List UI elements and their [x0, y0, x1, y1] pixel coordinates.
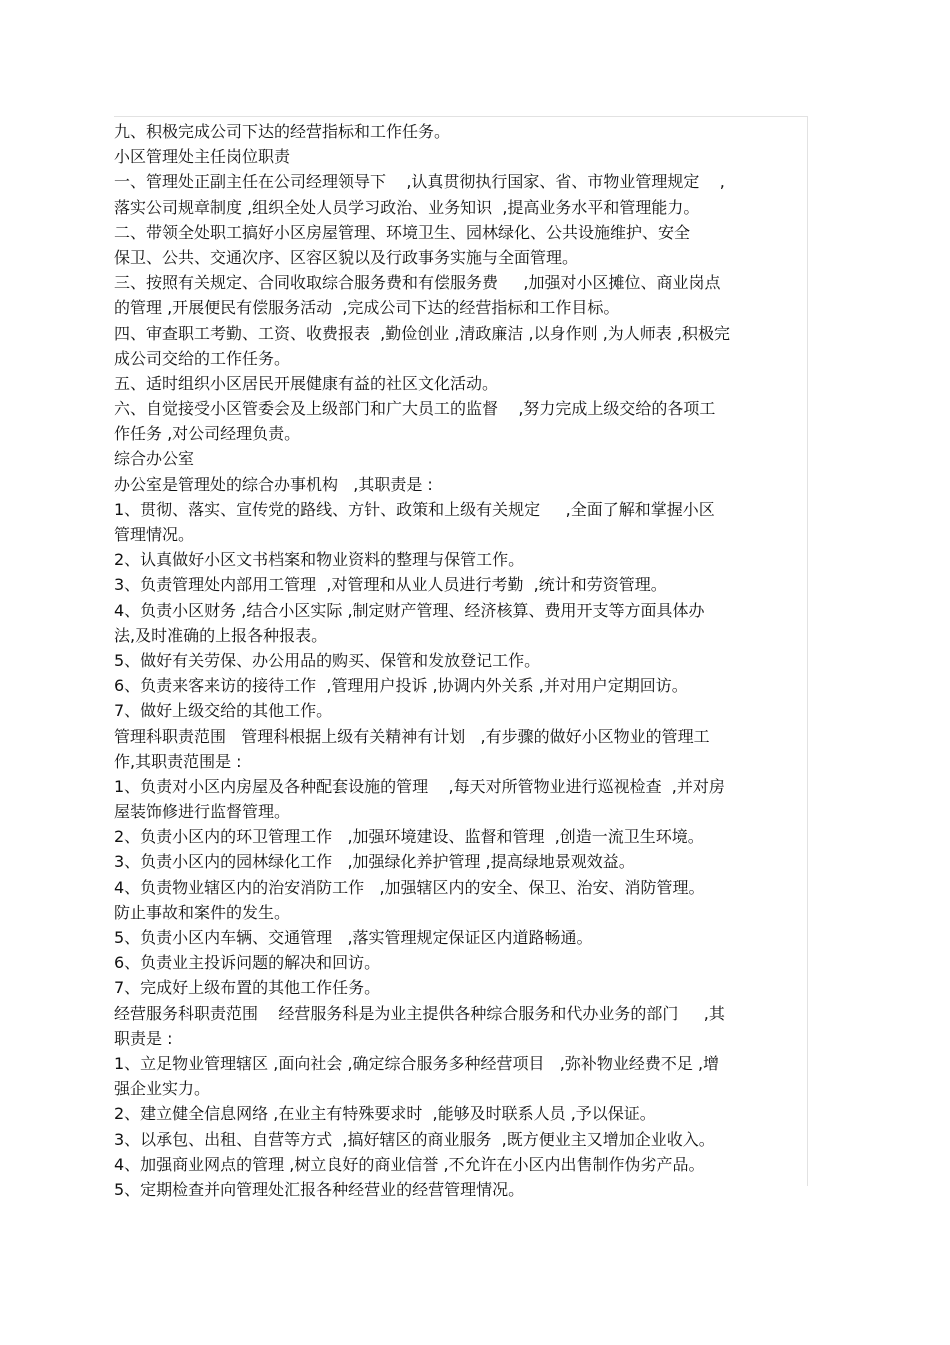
document-page: [114, 116, 808, 1199]
text-line: 5、做好有关劳保、办公用品的购买、保管和发放登记工作。: [114, 650, 541, 670]
text-line: 5、定期检查并向管理处汇报各种经营业的经营管理情况。: [114, 1179, 525, 1199]
text-line: 五、适时组织小区居民开展健康有益的社区文化活动。: [114, 373, 499, 393]
text-line: 法,及时准确的上报各种报表。: [114, 625, 328, 645]
text-line: 九、积极完成公司下达的经营指标和工作任务。: [114, 122, 451, 141]
text-line: 落实公司规章制度 ,组织全处人员学习政治、业务知识 ,提高业务水平和管理能力。: [114, 197, 700, 217]
text-line: 二、带领全处职工搞好小区房屋管理、环境卫生、园林绿化、公共设施维护、安全: [114, 222, 691, 242]
text-line: 防止事故和案件的发生。: [114, 902, 291, 922]
text-line: 4、加强商业网点的管理 ,树立良好的商业信誉 ,不允许在小区内出售制作伪劣产品。: [114, 1154, 705, 1174]
text-line: 5、负责小区内车辆、交通管理 ,落实管理规定保证区内道路畅通。: [114, 928, 593, 947]
text-line: 1、负责对小区内房屋及各种配套设施的管理 ,每天对所管物业进行巡视检查 ,并对房: [114, 776, 725, 796]
text-line: 三、按照有关规定、合同收取综合服务费和有偿服务费 ,加强对小区摊位、商业岗点: [114, 273, 721, 293]
text-line: 3、以承包、出租、自营等方式 ,搞好辖区的商业服务 ,既方便业主又增加企业收入。: [114, 1129, 715, 1149]
text-line: 四、审查职工考勤、工资、收费报表 ,勤俭创业 ,清政廉洁 ,以身作则 ,为人师表 ,积极完: [114, 323, 730, 343]
document-body: [114, 119, 804, 1202]
text-line: 保卫、公共、交通次序、区容区貌以及行政事务实施与全面管理。: [114, 247, 579, 267]
text-line: 2、建立健全信息网络 ,在业主有特殊要求时 ,能够及时联系人员 ,予以保证。: [114, 1104, 656, 1124]
text-line: 管理科职责范围 管理科根据上级有关精神有计划 ,有步骤的做好小区物业的管理工: [114, 726, 710, 746]
text-line: 7、做好上级交给的其他工作。: [114, 701, 333, 721]
text-line: 1、立足物业管理辖区 ,面向社会 ,确定综合服务多种经营项目 ,弥补物业经费不足 ,增: [114, 1053, 720, 1073]
text-line: 3、负责管理处内部用工管理 ,对管理和从业人员进行考勤 ,统计和劳资管理。: [114, 575, 667, 595]
text-line: 办公室是管理处的综合办事机构 ,其职责是 :: [114, 474, 433, 494]
text-line: 2、负责小区内的环卫管理工作 ,加强环境建设、监督和管理 ,创造一流卫生环境。: [114, 827, 704, 847]
text-line: 4、负责物业辖区内的治安消防工作 ,加强辖区内的安全、保卫、治安、消防管理。: [114, 877, 705, 897]
text-line: 1、贯彻、落实、宣传党的路线、方针、政策和上级有关规定 ,全面了解和掌握小区: [114, 499, 715, 519]
text-line: 6、负责业主投诉问题的解决和回访。: [114, 953, 381, 973]
text-line: 一、管理处正副主任在公司经理领导下 ,认真贯彻执行国家、省、市物业管理规定 ,: [114, 172, 725, 192]
text-line: 4、负责小区财务 ,结合小区实际 ,制定财产管理、经济核算、费用开支等方面具体办: [114, 600, 705, 620]
text-line: 2、认真做好小区文书档案和物业资料的整理与保管工作。: [114, 550, 525, 570]
text-line: 屋装饰修进行监督管理。: [114, 802, 291, 822]
text-line: 经营服务科职责范围 经营服务科是为业主提供各种综合服务和代办业务的部门 ,其: [114, 1003, 725, 1023]
text-line: 3、负责小区内的园林绿化工作 ,加强绿化养护管理 ,提高绿地景观效益。: [114, 852, 635, 872]
text-line: 职责是 :: [114, 1028, 173, 1048]
text-line: 强企业实力。: [114, 1079, 211, 1099]
text-line: 综合办公室: [114, 449, 195, 469]
text-line: 作任务 ,对公司经理负责。: [114, 424, 301, 444]
text-line: 6、负责来客来访的接待工作 ,管理用户投诉 ,协调内外关系 ,并对用户定期回访。: [114, 676, 688, 696]
text-line: 小区管理处主任岗位职责: [114, 147, 291, 167]
text-line: 成公司交给的工作任务。: [114, 348, 291, 368]
text-line: 作,其职责范围是 :: [114, 751, 242, 771]
text-line: 管理情况。: [114, 525, 195, 544]
text-line: 六、自觉接受小区管委会及上级部门和广大员工的监督 ,努力完成上级交给的各项工: [114, 399, 716, 419]
text-line: 7、完成好上级布置的其他工作任务。: [114, 978, 381, 998]
text-line: 的管理 ,开展便民有偿服务活动 ,完成公司下达的经营指标和工作目标。: [114, 298, 620, 318]
